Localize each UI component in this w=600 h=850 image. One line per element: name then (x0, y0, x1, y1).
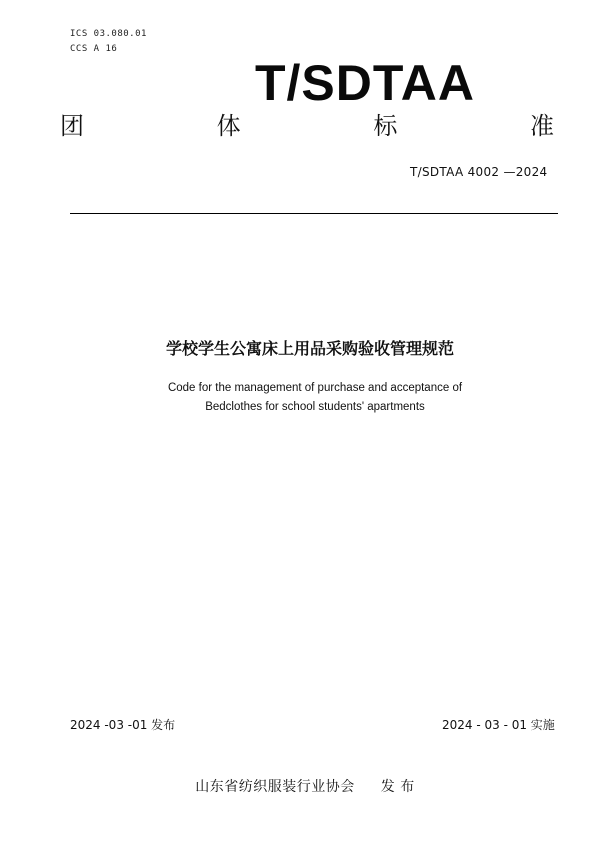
issue-date: 2024 -03 -01 发布 (70, 718, 176, 732)
standard-type-char: 标 (373, 112, 398, 140)
document-title-english (0, 379, 600, 417)
document-title-chinese: 学校学生公寓床上用品采购验收管理规范 (165, 339, 454, 358)
standard-type-heading (60, 114, 554, 138)
standard-type-char: 团 (60, 112, 84, 140)
english-title-line-1: Code for the management of purchase and acceptance of (167, 382, 463, 394)
implementation-date: 2024 - 03 - 01 实施 (442, 718, 555, 732)
publisher-action: 发 布 (380, 779, 415, 795)
standard-number: T/SDTAA 4002 —2024 (410, 165, 548, 179)
standard-type-char: 准 (529, 112, 554, 140)
english-title-line-2: Bedclothes for school students' apartments (205, 401, 425, 413)
publisher-organization: 山东省纺织服装行业协会 (195, 779, 355, 795)
ccs-code: CCS A 16 (70, 44, 118, 54)
publisher-line (0, 776, 600, 796)
ics-code: ICS 03.080.01 (70, 29, 147, 39)
standard-brand-logo: T/SDTAA (255, 55, 475, 111)
header-divider (70, 213, 558, 214)
standard-type-char: 体 (216, 112, 241, 140)
